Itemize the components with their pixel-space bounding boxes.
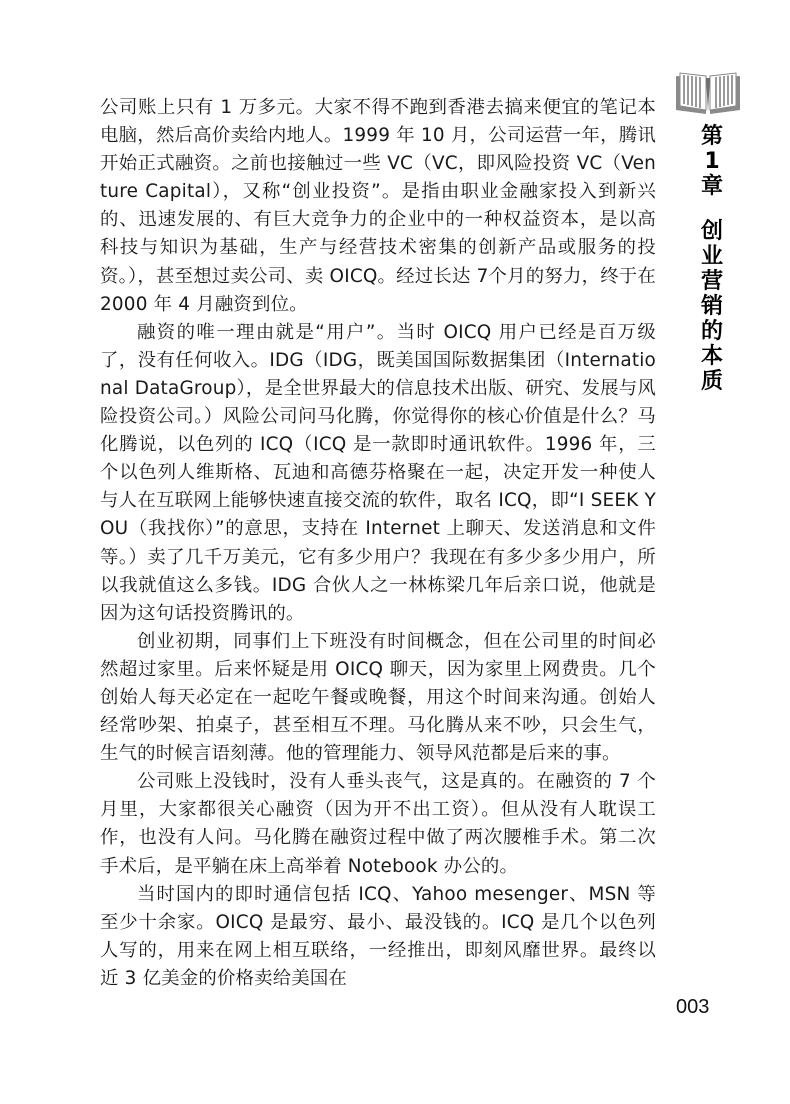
page-number: 003 (676, 996, 710, 1018)
text-line: 创业初期，同事们上下班没有时间概念，但在公司里的时间必然超过 (100, 630, 656, 680)
chapter-title-char: 创 (700, 219, 723, 244)
chapter-title-char: 本 (700, 344, 723, 369)
paragraph (100, 94, 656, 319)
chapter-heading (698, 124, 726, 394)
text-line: 当时国内的即时通信包括 ICQ、Yahoo mesenger、MSN 等至少十余家。 (100, 883, 656, 933)
main-text (100, 94, 656, 993)
chapter-title-char: 营 (700, 269, 723, 294)
chapter-title-char: 质 (700, 369, 723, 394)
text-line: 没有任何收入。IDG（IDG，既美国国际数据集团（International Data (100, 349, 656, 399)
text-line: Group），是全世界最大的信息技术出版、研究、发展与风险投资公司。） (100, 377, 656, 428)
text-line: 件，取名 ICQ，即“I SEEK YOU（我找你）”的意思，支持在 Internet 上 (100, 490, 656, 540)
text-line: 多少多少用户，所以我就值这么多钱。IDG 合伙人之一林栋梁几年后亲口 (100, 546, 656, 596)
text-line: 之前也接触过一些 VC（VC，即风险投资 VC（Venture Capital），又称“创 (100, 153, 656, 203)
text-line: 理能力、领导风范都是后来的事。 (341, 743, 621, 765)
chapter-label-char: 章 (700, 174, 723, 199)
paragraph (100, 881, 656, 993)
text-line: 芬格聚在一起，决定开发一种使人与人在互联网上能够快速直接交流的软 (100, 462, 656, 512)
text-line: 在一起吃午餐或晚餐，用这个时间来沟通。创始人经常吵架、拍桌子，甚 (100, 686, 656, 737)
chapter-title-char: 业 (700, 244, 723, 269)
open-book-icon (672, 68, 744, 116)
paragraph (100, 768, 656, 880)
text-line: 大家都很关心融资（因为开不出工资）。但从没有人耽误工作，也没有人 (100, 799, 656, 849)
text-line: OICQ 是最穷、最小、最没钱的。ICQ 是几个以色列人写的，用来在网上相 (100, 911, 656, 961)
text-line: 然后高价卖给内地人。1999 年 10 月，公司运营一年，腾讯开始正式融资。 (100, 125, 656, 175)
text-line: 问。马化腾在融资过程中做了两次腰椎手术。第二次手术后，是平躺在床 (100, 827, 657, 877)
text-line: （ICQ 是一款即时通讯软件。1996 年，三个以色列人维斯格、瓦迪和高德 (100, 434, 656, 484)
text-line: 风险公司问马化腾，你觉得你的核心价值是什么？马化腾说，以色列的 ICQ (100, 406, 657, 456)
text-line: 个月的努力，终于在 2000 年 4 月融资到位。 (100, 265, 656, 315)
text-line: 公司账上只有 1 万多元。大家不得不跑到香港去搞来便宜的笔记本电脑， (100, 97, 656, 147)
chapter-title-char: 销 (700, 294, 723, 319)
text-line: 融资的唯一理由就是“用户”。当时 OICQ 用户已经是百万级了， (100, 321, 656, 371)
text-line: 家里。后来怀疑是用 OICQ 聊天，因为家里上网费贵。几个创始人每天必定 (100, 658, 656, 708)
chapter-title-char: 的 (700, 319, 723, 344)
text-line: 集的创新产品或服务的投资。），甚至想过卖公司、卖 OICQ。经过长达 7 (100, 237, 657, 287)
chapter-spacer (698, 199, 726, 219)
text-line: 公司账上没钱时，没有人垂头丧气，这是真的。在融资的 7 个月里， (100, 771, 656, 821)
text-line: 聊天、发送消息和文件等。）卖了几千万美元，它有多少用户？我现在有 (100, 518, 656, 568)
paragraph (100, 319, 656, 628)
chapter-label-char: 第 (700, 124, 723, 149)
text-line: 业投资”。是指由职业金融家投入到新兴的、迅速发展的、有巨大竞争力 (100, 181, 656, 231)
paragraph (100, 628, 656, 768)
text-line: 说，他就是因为这句话投资腾讯的。 (100, 574, 656, 624)
chapter-label-char: 1 (704, 149, 720, 174)
text-line: 的企业中的一种权益资本，是以高科技与知识为基础，生产与经营技术密 (100, 209, 656, 259)
text-line: 互联络，一经推出，即刻风靡世界。最终以近 3 亿美金的价格卖给美国在 (100, 939, 656, 989)
text-line: 上高举着 Notebook 办公的。 (267, 855, 519, 877)
text-line: 至相互不理。马化腾从来不吵，只会生气，生气的时候言语刻薄。他的管 (100, 715, 656, 765)
